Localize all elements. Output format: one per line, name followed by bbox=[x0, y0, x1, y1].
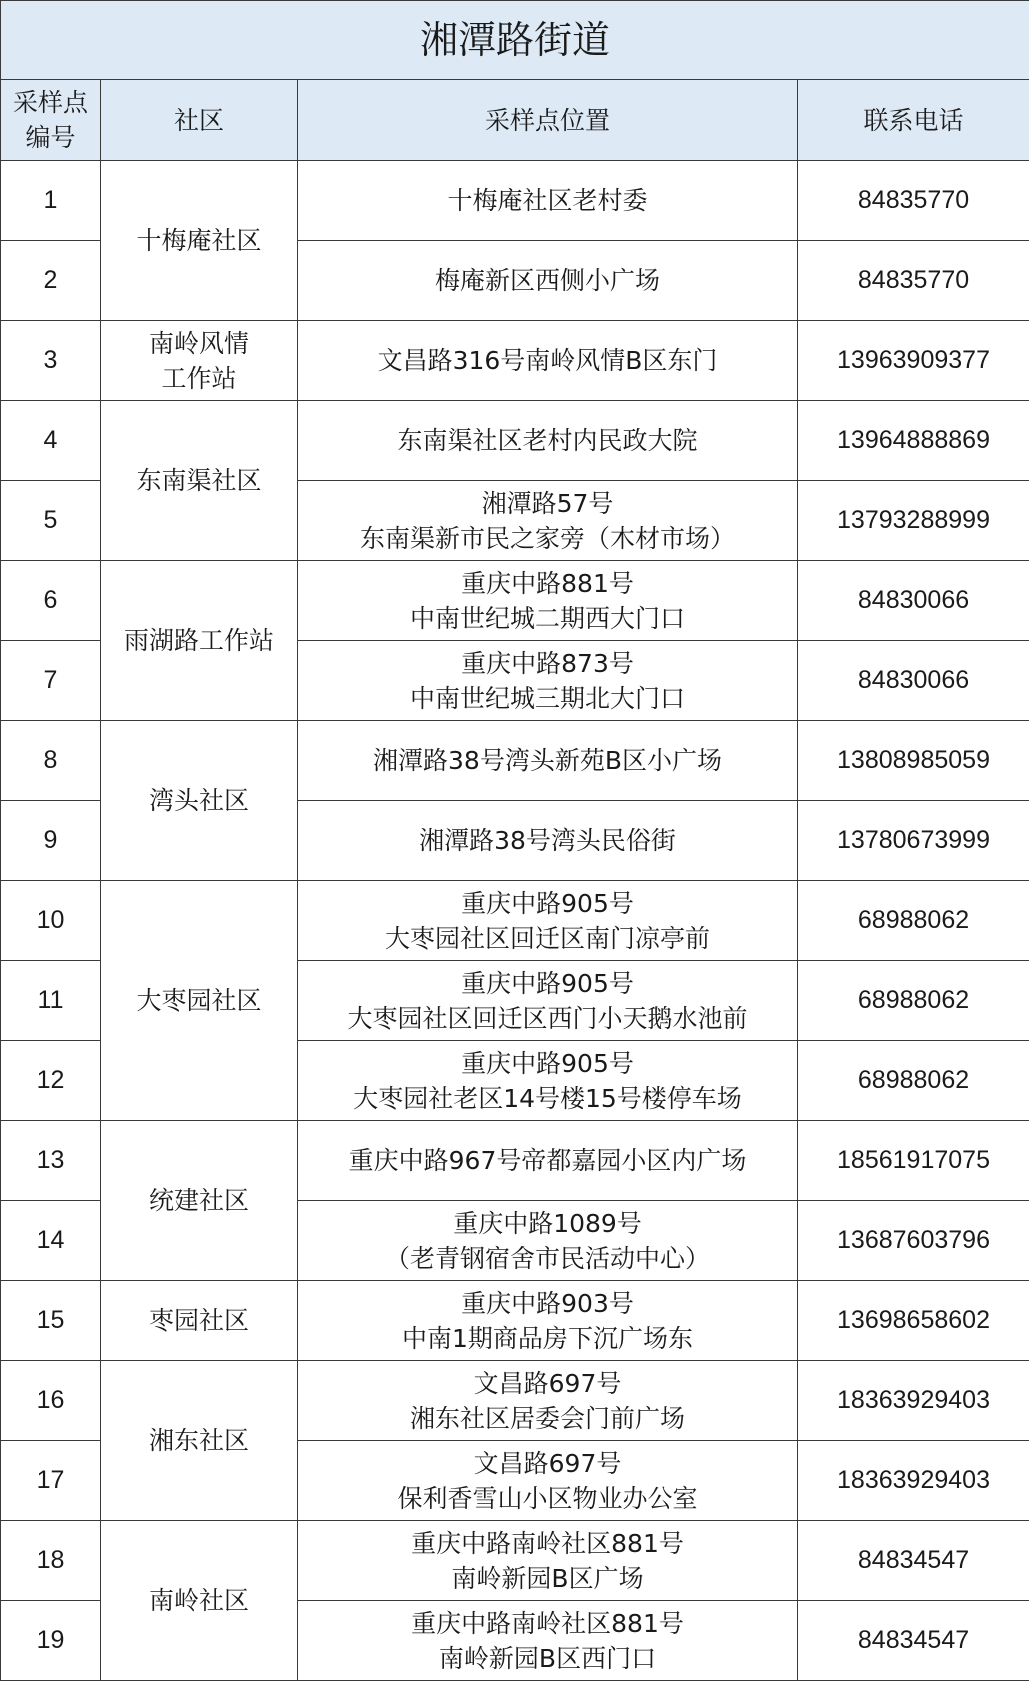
community-cell: 湾头社区 bbox=[101, 721, 298, 881]
phone-cell: 68988062 bbox=[798, 961, 1029, 1041]
phone-cell: 13793288999 bbox=[798, 481, 1029, 561]
table-row bbox=[1, 721, 1029, 801]
table-row bbox=[1, 1281, 1029, 1361]
phone-cell: 13698658602 bbox=[798, 1281, 1029, 1361]
table-row bbox=[1, 321, 1029, 401]
community-cell: 南岭风情 工作站 bbox=[101, 321, 298, 401]
location-cell: 湘潭路38号湾头民俗街 bbox=[298, 801, 798, 881]
phone-cell: 13780673999 bbox=[798, 801, 1029, 881]
site-id-cell: 11 bbox=[1, 961, 101, 1041]
phone-cell: 13963909377 bbox=[798, 321, 1029, 401]
location-cell: 重庆中路881号 中南世纪城二期西大门口 bbox=[298, 561, 798, 641]
community-cell: 十梅庵社区 bbox=[101, 161, 298, 321]
phone-cell: 84834547 bbox=[798, 1601, 1029, 1681]
site-id-cell: 9 bbox=[1, 801, 101, 881]
location-cell: 重庆中路南岭社区881号 南岭新园B区西门口 bbox=[298, 1601, 798, 1681]
site-id-cell: 7 bbox=[1, 641, 101, 721]
community-cell: 雨湖路工作站 bbox=[101, 561, 298, 721]
location-cell: 重庆中路905号 大枣园社老区14号楼15号楼停车场 bbox=[298, 1041, 798, 1121]
site-id-cell: 14 bbox=[1, 1201, 101, 1281]
community-cell: 南岭社区 bbox=[101, 1521, 298, 1681]
location-cell: 湘潭路57号 东南渠新市民之家旁（木材市场） bbox=[298, 481, 798, 561]
location-cell: 文昌路697号 保利香雪山小区物业办公室 bbox=[298, 1441, 798, 1521]
phone-cell: 18363929403 bbox=[798, 1361, 1029, 1441]
location-cell: 十梅庵社区老村委 bbox=[298, 161, 798, 241]
community-cell: 东南渠社区 bbox=[101, 401, 298, 561]
site-id-cell: 19 bbox=[1, 1601, 101, 1681]
table-row bbox=[1, 1521, 1029, 1601]
table-row bbox=[1, 881, 1029, 961]
site-id-cell: 16 bbox=[1, 1361, 101, 1441]
site-id-cell: 13 bbox=[1, 1121, 101, 1201]
community-cell: 统建社区 bbox=[101, 1121, 298, 1281]
location-cell: 重庆中路873号 中南世纪城三期北大门口 bbox=[298, 641, 798, 721]
site-id-cell: 2 bbox=[1, 241, 101, 321]
site-id-cell: 8 bbox=[1, 721, 101, 801]
location-cell: 重庆中路903号 中南1期商品房下沉广场东 bbox=[298, 1281, 798, 1361]
location-cell: 重庆中路967号帝都嘉园小区内广场 bbox=[298, 1121, 798, 1201]
phone-cell: 68988062 bbox=[798, 1041, 1029, 1121]
phone-cell: 84834547 bbox=[798, 1521, 1029, 1601]
location-cell: 梅庵新区西侧小广场 bbox=[298, 241, 798, 321]
site-id-cell: 18 bbox=[1, 1521, 101, 1601]
location-cell: 重庆中路905号 大枣园社区回迁区南门凉亭前 bbox=[298, 881, 798, 961]
header-location: 采样点位置 bbox=[298, 80, 798, 161]
header-phone: 联系电话 bbox=[798, 80, 1029, 161]
phone-cell: 18561917075 bbox=[798, 1121, 1029, 1201]
table-title: 湘潭路街道 bbox=[1, 1, 1029, 80]
location-cell: 重庆中路1089号 （老青钢宿舍市民活动中心） bbox=[298, 1201, 798, 1281]
phone-cell: 13808985059 bbox=[798, 721, 1029, 801]
phone-cell: 68988062 bbox=[798, 881, 1029, 961]
site-id-cell: 3 bbox=[1, 321, 101, 401]
phone-cell: 84835770 bbox=[798, 161, 1029, 241]
location-cell: 重庆中路南岭社区881号 南岭新园B区广场 bbox=[298, 1521, 798, 1601]
community-cell: 枣园社区 bbox=[101, 1281, 298, 1361]
phone-cell: 18363929403 bbox=[798, 1441, 1029, 1521]
site-id-cell: 10 bbox=[1, 881, 101, 961]
site-id-cell: 1 bbox=[1, 161, 101, 241]
table-row bbox=[1, 561, 1029, 641]
location-cell: 重庆中路905号 大枣园社区回迁区西门小天鹅水池前 bbox=[298, 961, 798, 1041]
phone-cell: 84835770 bbox=[798, 241, 1029, 321]
phone-cell: 84830066 bbox=[798, 641, 1029, 721]
header-id: 采样点 编号 bbox=[1, 80, 101, 161]
location-cell: 东南渠社区老村内民政大院 bbox=[298, 401, 798, 481]
location-cell: 湘潭路38号湾头新苑B区小广场 bbox=[298, 721, 798, 801]
table-row bbox=[1, 1361, 1029, 1441]
location-cell: 文昌路316号南岭风情B区东门 bbox=[298, 321, 798, 401]
phone-cell: 13687603796 bbox=[798, 1201, 1029, 1281]
community-cell: 湘东社区 bbox=[101, 1361, 298, 1521]
site-id-cell: 4 bbox=[1, 401, 101, 481]
table-body bbox=[1, 1, 1029, 1681]
site-id-cell: 15 bbox=[1, 1281, 101, 1361]
community-cell: 大枣园社区 bbox=[101, 881, 298, 1121]
site-id-cell: 12 bbox=[1, 1041, 101, 1121]
phone-cell: 13964888869 bbox=[798, 401, 1029, 481]
site-id-cell: 17 bbox=[1, 1441, 101, 1521]
title-row bbox=[1, 1, 1029, 80]
site-id-cell: 6 bbox=[1, 561, 101, 641]
site-id-cell: 5 bbox=[1, 481, 101, 561]
table-row bbox=[1, 161, 1029, 241]
location-cell: 文昌路697号 湘东社区居委会门前广场 bbox=[298, 1361, 798, 1441]
table-row bbox=[1, 1121, 1029, 1201]
table-row bbox=[1, 401, 1029, 481]
header-row bbox=[1, 80, 1029, 161]
phone-cell: 84830066 bbox=[798, 561, 1029, 641]
header-community: 社区 bbox=[101, 80, 298, 161]
